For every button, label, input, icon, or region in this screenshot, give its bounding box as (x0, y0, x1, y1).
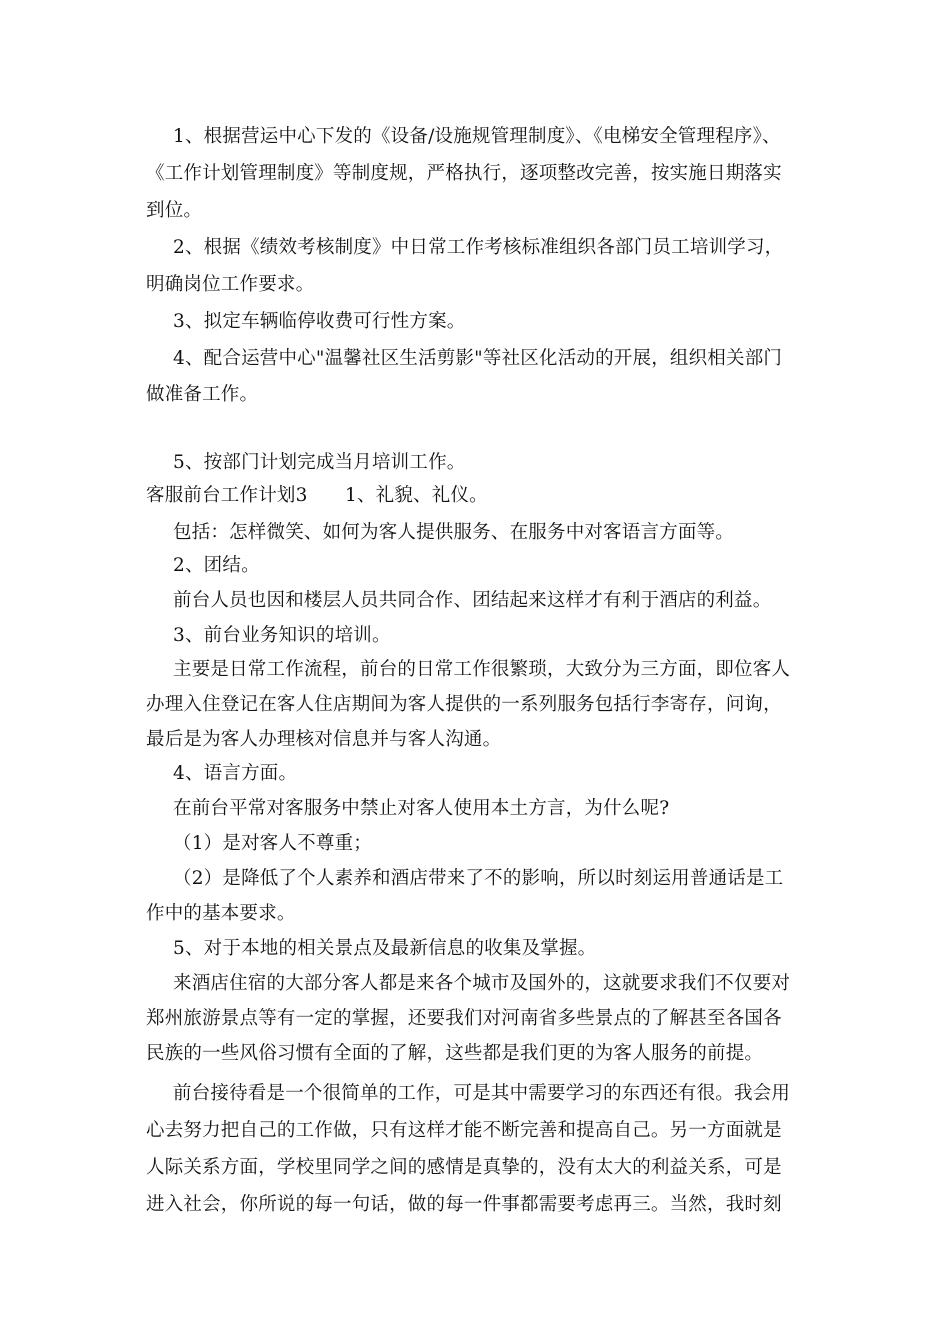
text-line: 前台接待看是一个很简单的工作，可是其中需要学习的东西还有很。我会用 (173, 1083, 791, 1104)
text-line: 1、根据营运中心下发的《设备/设施规管理制度》、《电梯安全管理程序》、 (173, 126, 781, 147)
text-line: 4、语言方面。 (173, 763, 298, 784)
text-line: （2）是降低了个人素养和酒店带来了不的影响，所以时刻运用普通话是工 (173, 868, 784, 889)
text-line: 人际关系方面，学校里同学之间的感情是真挚的，没有太大的利益关系，可是 (146, 1157, 782, 1178)
text-line: 2、根据《绩效考核制度》中日常工作考核标准组织各部门员工培训学习， (173, 237, 784, 258)
text-line: 办理入住登记在客人住店期间为客人提供的一系列服务包括行李寄存，问询， (146, 694, 782, 715)
text-line: 进入社会，你所说的每一句话，做的每一件事都需要考虑再三。当然，我时刻 (146, 1194, 782, 1215)
text-line: 明确岗位工作要求。 (146, 274, 315, 295)
text-line: 民族的一些风俗习惯有全面的了解，这些都是我们更的为客人服务的前提。 (146, 1043, 764, 1064)
text-line: 做准备工作。 (146, 384, 259, 405)
text-line: （1）是对客人不尊重； (173, 833, 372, 854)
text-line: 前台人员也因和楼层人员共同合作、团结起来这样才有利于酒店的利益。 (173, 590, 772, 611)
text-line: 2、团结。 (173, 555, 260, 576)
text-line: 5、按部门计划完成当月培训工作。 (173, 452, 466, 473)
text-line: 到位。 (146, 200, 203, 221)
text-line: 来酒店住宿的大部分客人都是来各个城市及国外的，这就要求我们不仅要对 (173, 973, 791, 994)
text-line: 3、拟定车辆临停收费可行性方案。 (173, 311, 466, 332)
text-line: 5、对于本地的相关景点及最新信息的收集及掌握。 (173, 938, 597, 959)
text-line: 主要是日常工作流程，前台的日常工作很繁琐，大致分为三方面，即位客人 (173, 659, 791, 680)
text-line: 包括：怎样微笑、如何为客人提供服务、在服务中对客语言方面等。 (173, 522, 735, 543)
text-line: 4、配合运营中心"温馨社区生活剪影"等社区化活动的开展，组织相关部门 (173, 348, 783, 369)
section-heading: 客服前台工作计划3 1、礼貌、礼仪。 (146, 485, 488, 506)
text-line: 在前台平常对客服务中禁止对客人使用本土方言，为什么呢? (173, 798, 670, 819)
text-line: 《工作计划管理制度》等制度规，严格执行，逐项整改完善，按实施日期落实 (146, 163, 782, 184)
text-line: 最后是为客人办理核对信息并与客人沟通。 (146, 729, 502, 750)
text-line: 心去努力把自己的工作做，只有这样才能不断完善和提高自己。另一方面就是 (146, 1120, 782, 1141)
text-line: 作中的基本要求。 (146, 903, 296, 924)
text-line: 3、前台业务知识的培训。 (173, 625, 391, 646)
text-line: 郑州旅游景点等有一定的掌握，还要我们对河南省多些景点的了解甚至各国各 (146, 1008, 782, 1029)
